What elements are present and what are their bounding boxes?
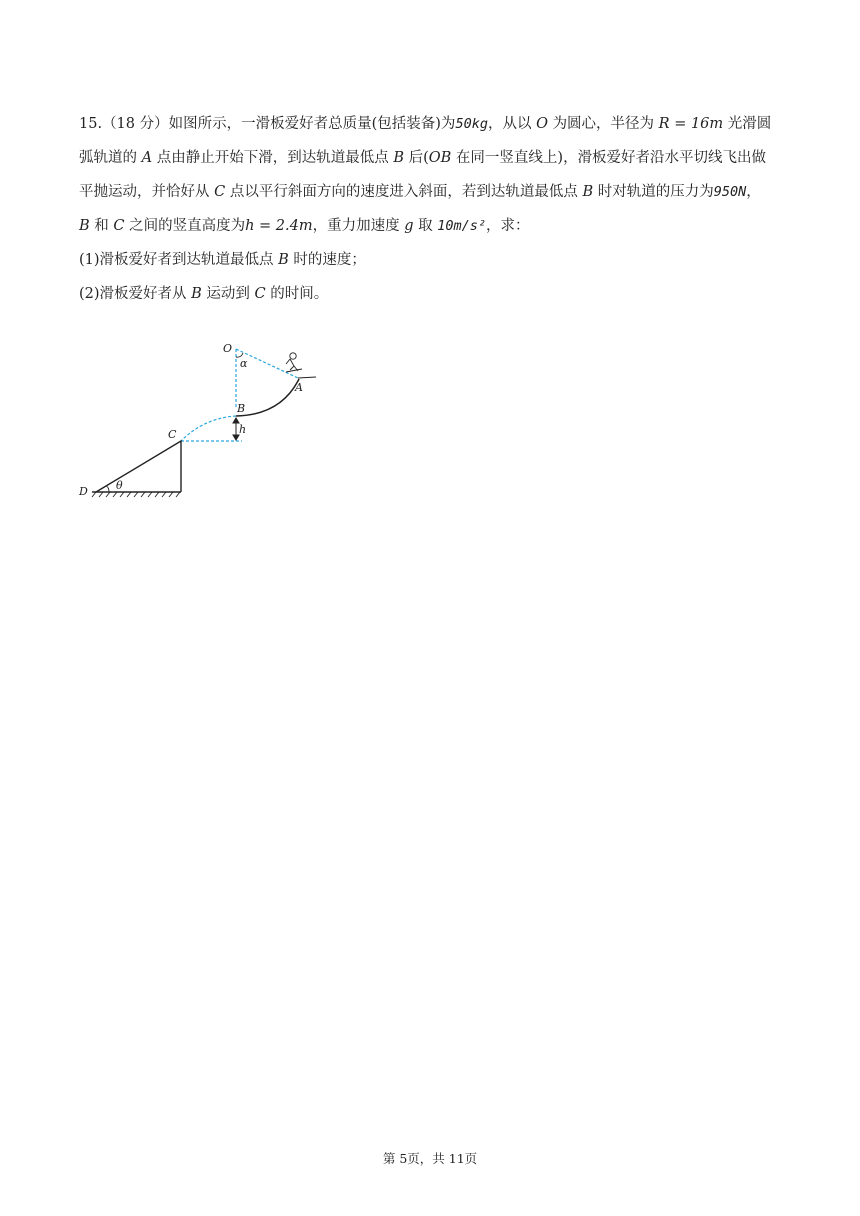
text-segment: 后( (408, 150, 429, 166)
label-alpha: α (240, 357, 248, 370)
label-D: D (79, 485, 88, 498)
ground-hatching (92, 492, 180, 497)
text-segment: 运动到 (206, 286, 250, 302)
force-value: 950N (713, 184, 747, 200)
text-segment: ， (746, 184, 761, 200)
question-2 (79, 277, 791, 311)
var-B: B (582, 184, 594, 200)
text-segment: 时对轨道的压力为 (597, 184, 714, 200)
text-segment: 的时间。 (270, 286, 329, 302)
angle-theta-arc (106, 486, 109, 492)
gravity-value: 10m/s² (437, 218, 487, 234)
circular-track (236, 379, 299, 416)
label-theta: θ (116, 479, 123, 492)
radius-value: R = 16m (658, 116, 724, 132)
var-B: B (79, 218, 90, 234)
diagram-svg (76, 335, 336, 510)
text-segment: 点由静止开始下滑，到达轨道最低点 (156, 150, 389, 166)
var-B: B (393, 150, 404, 166)
text-segment: ，求： (486, 218, 530, 234)
label-A: A (295, 381, 303, 394)
var-C: C (113, 218, 125, 234)
problem-line-4 (79, 209, 791, 243)
problem-line-2 (79, 141, 791, 175)
text-segment: ，从以 (487, 116, 532, 132)
text-segment: 平抛运动，并恰好从 (79, 184, 210, 200)
skateboarder-icon (286, 353, 302, 372)
question-1 (79, 243, 791, 277)
track-ledge (298, 377, 316, 378)
problem-15 (79, 107, 791, 311)
var-O: O (536, 116, 548, 132)
physics-diagram (76, 335, 336, 510)
var-OB: OB (428, 150, 452, 166)
var-B: B (278, 252, 289, 268)
text-segment: 光滑圆 (727, 116, 772, 132)
text-segment: 为圆心，半径为 (552, 116, 655, 132)
problem-score: （18 分） (102, 116, 169, 132)
label-h: h (239, 423, 247, 436)
var-C: C (254, 286, 266, 302)
text-segment: (2)滑板爱好者从 (79, 286, 187, 302)
mass-value: 50kg (455, 116, 488, 132)
var-C: C (214, 184, 226, 200)
label-C: C (168, 428, 177, 441)
text-segment: 点以平行斜面方向的速度进入斜面，若到达轨道最低点 (229, 184, 578, 200)
var-B: B (191, 286, 202, 302)
label-B: B (237, 402, 246, 415)
problem-line-1 (79, 107, 791, 141)
text-segment: (1)滑板爱好者到达轨道最低点 (79, 252, 274, 268)
text-segment: 如图所示，一滑板爱好者总质量(包括装备)为 (168, 116, 456, 132)
text-segment: 取 (418, 218, 433, 234)
text-segment: 在同一竖直线上)，滑板爱好者沿水平切线飞出做 (455, 150, 767, 166)
var-A: A (141, 150, 153, 166)
text-segment: ，重力加速度 (312, 218, 400, 234)
incline-slope (96, 441, 181, 492)
height-value: h = 2.4m (245, 218, 313, 234)
problem-number: 15. (79, 116, 103, 132)
text-segment: 弧轨道的 (79, 150, 137, 166)
problem-line-3 (79, 175, 791, 209)
text-segment: 之间的竖直高度为 (129, 218, 246, 234)
page-footer: 第 5页，共 11页 (382, 1151, 478, 1166)
text-segment: 和 (94, 218, 109, 234)
var-g: g (404, 218, 414, 234)
projectile-path-dashed (181, 416, 236, 441)
text-segment: 时的速度； (293, 252, 366, 268)
label-O: O (223, 342, 233, 355)
